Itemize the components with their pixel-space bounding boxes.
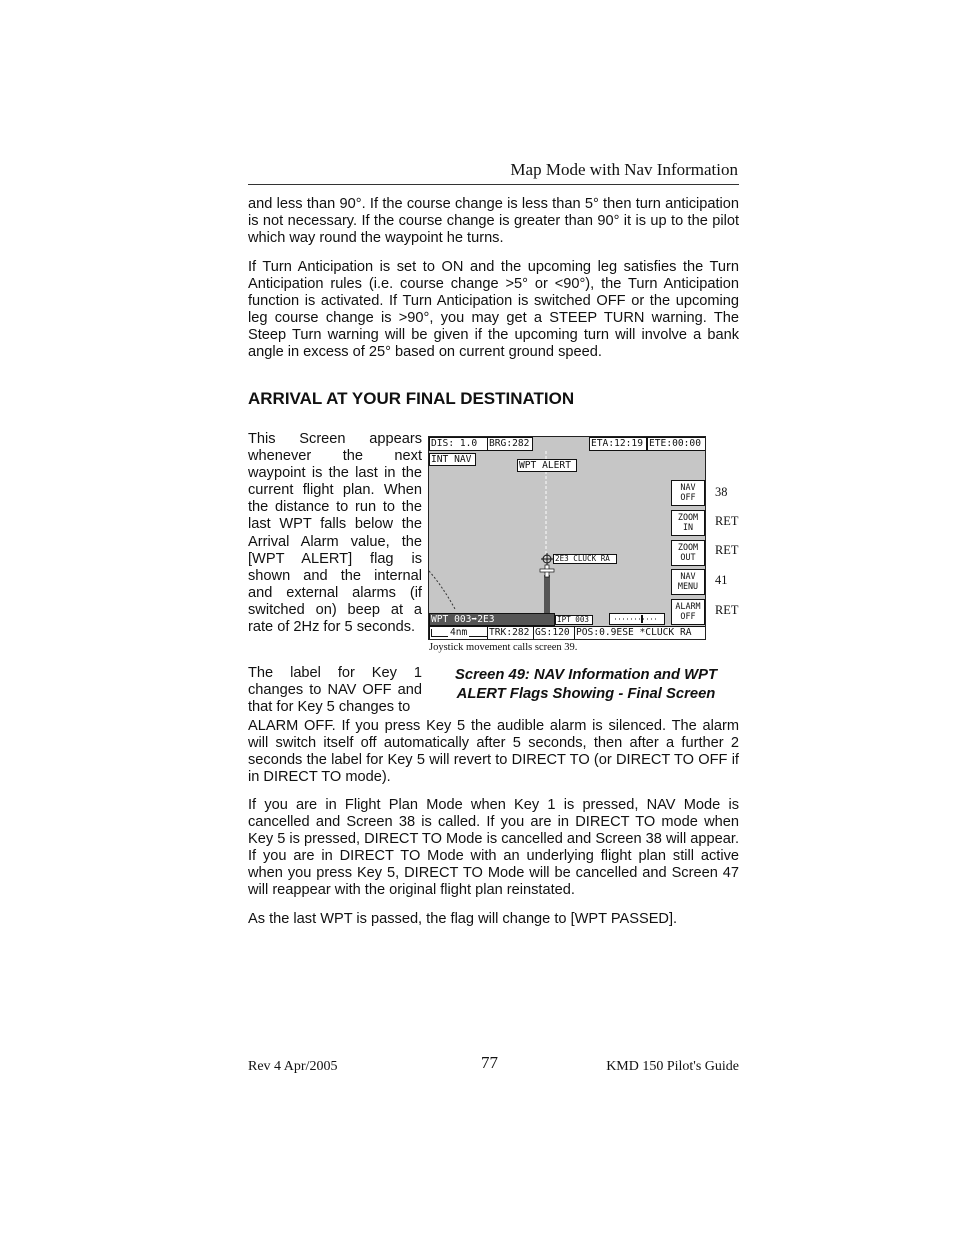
eta-field: ETA:12:19 [589, 437, 647, 451]
aircraft-icon [540, 565, 554, 577]
key-1-nav-off-button[interactable]: NAV OFF [671, 480, 705, 506]
key-5-label: RET [715, 603, 739, 617]
key-3-zoom-out-button[interactable]: ZOOM OUT [671, 540, 705, 566]
key-4-nav-menu-button[interactable]: NAV MENU [671, 569, 705, 595]
paragraph-turn-anticipation-limits: and less than 90°. If the course change is less than 5° then turn anticipation is not necessary. If the course change is greater than 90° it is up to the pilot which way round the waypoint he turns. [248, 196, 739, 247]
running-header: Map Mode with Nav Information [510, 160, 738, 179]
waypoint-icon [541, 553, 553, 565]
figure-caption [440, 666, 732, 705]
ete-field: ETE:00:00 [647, 437, 706, 451]
key-4-label: 41 [715, 573, 728, 587]
wpt-alert-flag: WPT ALERT [517, 459, 577, 472]
figure-caption-line-1: Screen 49: NAV Information and WPT [455, 667, 717, 683]
key-5-alarm-off-button[interactable]: ALARM OFF [671, 599, 705, 625]
footer-guide-title: KMD 150 Pilot's Guide [606, 1059, 739, 1074]
header-rule [248, 184, 739, 185]
key-1-label: 38 [715, 485, 728, 499]
figure-subcaption: Joystick movement calls screen 39. [429, 642, 578, 653]
paragraph-wpt-passed: As the last WPT is passed, the flag will change to [WPT PASSED]. [248, 911, 678, 927]
nav-screen-figure [428, 436, 706, 640]
key-2-label: RET [715, 514, 739, 528]
paragraph-screen-appears: This Screen appears whenever the next waypoint is the last in the current flight plan. When the distance to run to the last WPT falls below the Arrival Alarm value, the [WPT ALERT] flag is shown and the internal and external alarms (if switched on) beep at a rate of 2Hz for 5 seconds. [248, 431, 422, 636]
footer-revision: Rev 4 Apr/2005 [248, 1059, 338, 1074]
groundspeed-field: GS:120 [533, 626, 575, 640]
key-2-zoom-in-button[interactable]: ZOOM IN [671, 510, 705, 536]
int-nav-flag: INT NAV [429, 453, 476, 466]
paragraph-key-label-start: The label for Key 1 changes to NAV OFF and that for Key 5 changes to [248, 665, 422, 716]
airspace-boundary [429, 571, 455, 609]
bearing-field: BRG:282 [487, 437, 533, 451]
cdi-indicator [609, 613, 665, 625]
paragraph-key-label-continued: ALARM OFF. If you press Key 5 the audible alarm is silenced. The alarm will switch itself off automatically after 5 seconds, then after a further 2 seconds the label for Key 5 will revert to DIRECT TO (or DIRECT TO OFF if in DIRECT TO mode). [248, 718, 739, 786]
key-3-label: RET [715, 543, 739, 557]
course-bar [544, 575, 550, 613]
paragraph-flight-plan-mode: If you are in Flight Plan Mode when Key 1 is pressed, NAV Mode is cancelled and Screen 38 is called. If you are in DIRECT TO mode when Key 5 is pressed, DIRECT TO Mode is cancelled and Screen 38 will appear. If you are in DIRECT TO Mode with an underlying flight plan still active when you press Key 5, DIRECT TO Mode will be cancelled and Screen 47 will reappear with the original flight plan reinstated. [248, 797, 739, 899]
figure-caption-line-2: ALERT Flags Showing - Final Screen [456, 686, 716, 703]
page-number: 77 [481, 1053, 498, 1072]
ipt-field: IPT 003 [555, 615, 593, 625]
scale-field: 4nm [429, 626, 488, 640]
distance-field: DIS: 1.0 [429, 437, 488, 451]
position-field: POS:0.9ESE *CLUCK RA [574, 626, 706, 640]
waypoint-label: 2E3 CLUCK RA [553, 554, 617, 564]
route-field: WPT 003➡2E3 [429, 613, 555, 626]
track-field: TRK:282 [487, 626, 534, 640]
section-heading: ARRIVAL AT YOUR FINAL DESTINATION [248, 389, 575, 408]
paragraph-turn-anticipation-on: If Turn Anticipation is set to ON and the upcoming leg satisfies the Turn Anticipation rules (i.e. course change >5° or <90°), the Turn Anticipation function is activated. If Turn Anticipation is switched OFF or the upcoming leg course change is >90°, you may get a STEEP TURN warning. The Steep Turn warning will be given if the upcoming turn will involve a bank angle in excess of 25° based on current ground speed. [248, 259, 739, 361]
